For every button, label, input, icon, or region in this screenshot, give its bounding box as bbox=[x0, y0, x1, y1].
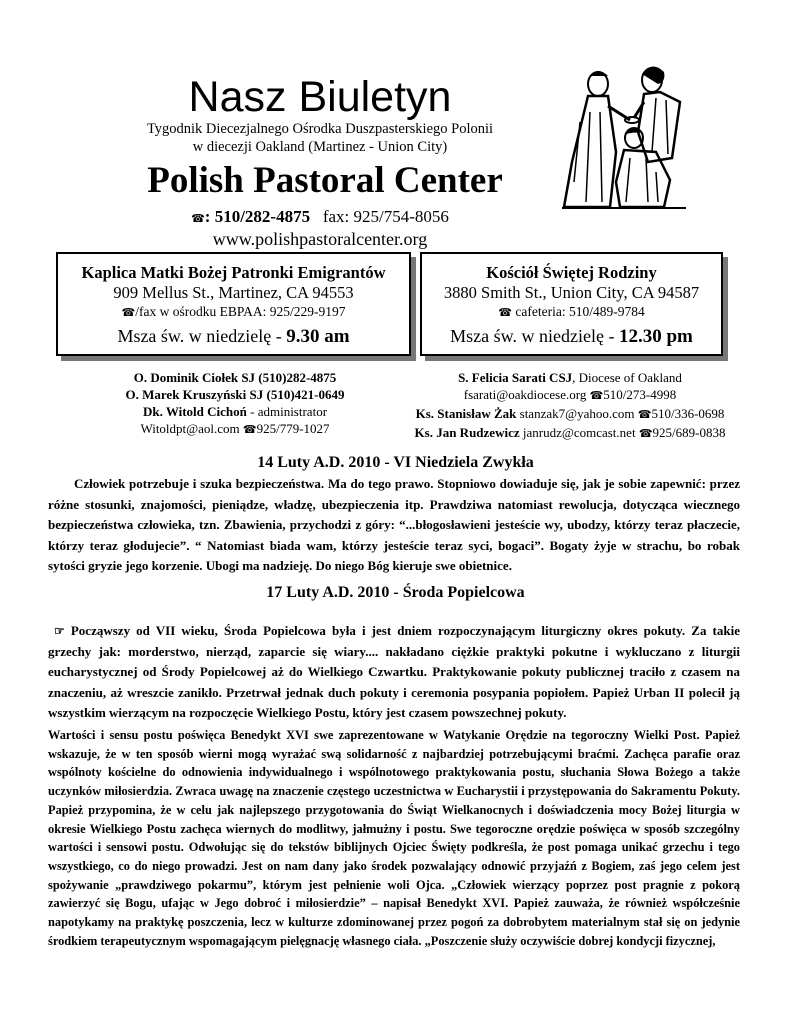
box-phone: ☎ cafeteria: 510/489-9784 bbox=[498, 304, 645, 319]
box-address: 3880 Smith St., Union City, CA 94587 bbox=[443, 283, 700, 302]
section-text-ash-wednesday: ☞ Począwszy od VII wieku, Środa Popielcowa była i jest dniem rozpoczynającym liturgiczny okres pokuty. Za takie grzechy jak: morderstwo, nierząd, zaparcie się wiary.... nakładano ciężkie praktyki pokutne i wykluczano z liturgii eucharystycznej od Środy Popielcowej aż do Wielkiego Czwartku. Praktykowanie pokuty publicznej traciło z czasem na znaczeniu, aż wreszcie zanikło. Przetrwał jednak duch pokuty i ceremonia posypania popiołem. Papież Urban II polecił ją wszystkim wierzącym na rozpoczęcie Wielkiego Postu, który jest czasem powszechnej pokuty. bbox=[48, 623, 740, 720]
phone-fax-line bbox=[140, 207, 500, 227]
website-url: www.polishpastoralcenter.org bbox=[212, 229, 428, 249]
section-heading-ash-wednesday: 17 Luty A.D. 2010 - Środa Popielcowa bbox=[266, 584, 525, 601]
contact-name: O. Dominik Ciołek SJ (510)282-4875 bbox=[133, 370, 337, 385]
contact-name: Dk. Witold Cichoń bbox=[142, 404, 247, 419]
phone-icon: ☎ bbox=[589, 390, 604, 402]
contact-email: fsarati@oakdiocese.org bbox=[463, 387, 590, 402]
center-name: Polish Pastoral Center bbox=[147, 160, 503, 201]
contact-name: Ks. Jan Rudzewicz bbox=[414, 425, 520, 440]
box-title: Kaplica Matki Bożej Patronki Emigrantów bbox=[81, 263, 386, 282]
phone-icon: ☎ bbox=[242, 424, 257, 436]
box-address: 909 Mellus St., Martinez, CA 94553 bbox=[113, 283, 354, 302]
fax-number: fax: 925/754-8056 bbox=[322, 207, 449, 226]
box-mass: Msza św. w niedzielę - 9.30 am bbox=[117, 326, 350, 347]
main-phone: : 510/282-4875 bbox=[204, 207, 311, 226]
phone-icon: ☎ bbox=[498, 307, 512, 319]
subtitle-line-1: Tygodnik Diecezjalnego Ośrodka Duszpasterskiego Polonii bbox=[146, 121, 494, 137]
martinez-chapel-box bbox=[56, 252, 411, 356]
contact-email: Witoldpt@aol.com bbox=[140, 421, 243, 436]
box-mass: Msza św. w niedzielę - 12.30 pm bbox=[450, 326, 693, 347]
union-city-church-box bbox=[420, 252, 723, 356]
pointing-hand-icon: ☞ bbox=[54, 624, 65, 638]
phone-icon: ☎ bbox=[637, 409, 652, 421]
phone-icon: ☎ bbox=[638, 428, 653, 440]
priest-giving-communion-illustration bbox=[560, 62, 688, 212]
section-heading-sunday: 14 Luty A.D. 2010 - VI Niedziela Zwykła bbox=[257, 454, 534, 471]
section-text-lent-message: Wartości i sensu postu poświęca Benedykt XVI swe zaprezentowane w Watykanie Orędzie na tegoroczny Wielki Post. Papież wskazuje, że w ten sposób wierni mogą wyrażać swą solidarność z najbardziej potrzebującymi braćmi. Zachęca parafie oraz wspólnoty kościelne do odnowienia indywidualnego i wspólnotowego praktykowania postu, słuchania Słowa Bożego a także uczynków miłosierdzia. Zwraca uwagę na znaczenie częstego uczestnictwa w Eucharystii i przystępowania do Sakramentu Pokuty. Papież przypomina, że w celu jak najlepszego przygotowania do Świąt Wielkanocnych i doświadczenia mocy Bożej liturgia w okresie Wielkiego Postu zachęca wiernych do modlitwy, jałmużny i postu. Swe tegoroczne orędzie poświęca w sposób szczególny wartości i sensowi postu. Odwołując się do tekstów biblijnych Ojciec Święty podkreśla, że post pomaga unikać grzechu i tego wszystkiego, co do niego prowadzi. Jest on nam dany jako środek pozwalający odnowić przyjaźń z Bogiem, zaś jego celem jest spożywanie „prawdziwego pokarmu”, którym jest pełnienie woli Ojca. „Człowiek wierzący poprzez post pragnie z pokorą zawierzyć się Bogu, ufając w Jego dobroć i miłosierdzie” – napisał Benedykt XVI. Papież zauważa, że również współcześnie napotykamy na praktykę poszczenia, lecz w kulturze zdominowanej przez pogoń za dobrobytem materialnym stał się on jedynie środkiem terapeutycznym wspomagającym pielęgnację własnego ciała. „Poszczenie służy oczywiście dobrej kondycji fizycznej, bbox=[48, 728, 740, 948]
subtitle-line-2: w diecezji Oakland (Martinez - Union City) bbox=[192, 139, 448, 155]
contacts-left: O. Dominik Ciołek SJ (510)282-4875 O. Marek Kruszyński SJ (510)421-0649 Dk. Witold Cichoń - administrator Witoldpt@aol.com ☎925/779-1027 bbox=[125, 370, 345, 436]
phone-icon: ☎ bbox=[121, 307, 136, 319]
section-text-sunday: Człowiek potrzebuje i szuka bezpieczeństwa. Ma do tego prawo. Stopniowo dowiaduje się, jak je sobie zapewnić: przez różne stosunki, znajomości, pieniądze, władzę, ubezpieczenia itp. Prawdziwa natomiast rewolucja, dotycząca wiecznego bezpieczeństwa człowieka, tzn. Zbawienia, przychodzi z góry: “...błogosławieni jesteście wy, ubodzy, którzy teraz płaczecie, którzy teraz głodujecie”. “ Natomiast biada wam, którzy jesteście teraz syci, bogaci”. Bogaty żyje w strachu, bo robak sytości gryzie jego korzenie. Ubogi ma nadzieję. Do niego Bóg kieruje swe obietnice. bbox=[48, 476, 740, 573]
bulletin-title: Nasz Biuletyn bbox=[188, 73, 452, 121]
contacts-right: S. Felicia Sarati CSJ, Diocese of Oakland fsarati@oakdiocese.org ☎510/273-4998 Ks. Stanisław Żak stanzak7@yahoo.com ☎510/336-0698 Ks. Jan Rudzewicz janrudz@comcast.net ☎925/689-0838 bbox=[414, 370, 726, 440]
phone-icon: ☎ bbox=[191, 213, 205, 225]
contact-name: Ks. Stanisław Żak bbox=[415, 406, 517, 421]
box-phone: ☎/fax w ośrodku EBPAA: 925/229-9197 bbox=[121, 304, 346, 319]
contact-name: O. Marek Kruszyński SJ (510)421-0649 bbox=[125, 387, 345, 402]
box-title: Kościół Świętej Rodziny bbox=[486, 263, 657, 282]
contact-name: S. Felicia Sarati CSJ bbox=[458, 370, 573, 385]
